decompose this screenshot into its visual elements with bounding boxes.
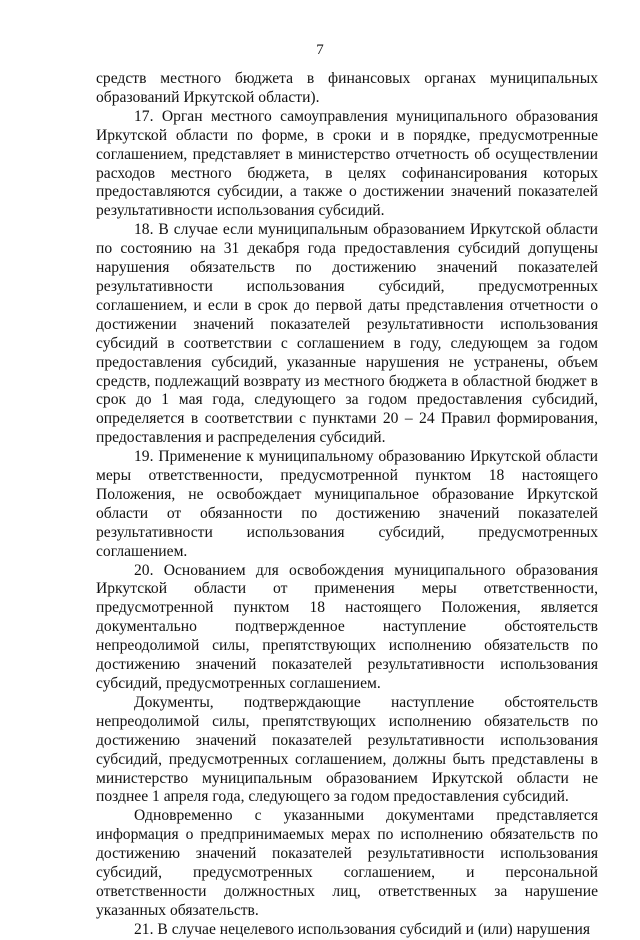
paragraph-17: 17. Орган местного самоуправления муниципального образования Иркутской области по форме, в сроки и в порядке, предусмотренные соглашением, представляет в министерство отчетность об осуществлении расходов местного бюджета, в целях софинансирования которых предоставляются субсидии, а также о достижении значений показателей результативности использования субсидий. <box>96 107 598 220</box>
paragraph-20-documents: Документы, подтверждающие наступление обстоятельств непреодолимой силы, препятствующих исполнению обязательств по достижению значений показателей результативности использования субсидий, предусмотренных соглашением, должны быть представлены в министерство муниципальным образованием Иркутской области не позднее 1 апреля года, следующего за годом предоставления субсидий. <box>96 693 598 806</box>
paragraph-20-information: Одновременно с указанными документами представляется информация о предпринимаемых мерах по исполнению обязательств по достижению значений показателей результативности использования субсидий, предусмотренных соглашением, и персональной ответственности должностных лиц, ответственных за нарушение указанных обязательств. <box>96 807 598 919</box>
paragraph-20: 20. Основанием для освобождения муниципального образования Иркутской области от применения меры ответственности, предусмотренной пунктом 18 настоящего Положения, является документально подтвержденное наступление обстоятельств непреодолимой силы, препятствующих исполнению обязательств по достижению значений показателей результативности использования субсидий, предусмотренных соглашением. <box>96 561 598 692</box>
document-body <box>96 70 598 940</box>
paragraph-21: 21. В случае нецелевого использования субсидий и (или) нарушения <box>134 920 591 938</box>
paragraph-19: 19. Применение к муниципальному образованию Иркутской области меры ответственности, предусмотренной пунктом 18 настоящего Положения, не освобождает муниципальное образование Иркутской области от обязанности по достижению значений показателей результативности использования субсидий, предусмотренных соглашением. <box>96 448 598 560</box>
paragraph-continuation: средств местного бюджета в финансовых органах муниципальных образований Иркутской области). <box>96 70 598 106</box>
page-number: 7 <box>316 42 324 58</box>
paragraph-18: 18. В случае если муниципальным образованием Иркутской области по состоянию на 31 декабря года предоставления субсидий допущены нарушения обязательств по достижению значений показателей результативности использования субсидий, предусмотренных соглашением, и если в срок до первой даты представления отчетности о достижении значений показателей результативности использования субсидий в соответствии с соглашением в году, следующем за годом предоставления субсидий, указанные нарушения не устранены, объем средств, подлежащий возврату из местного бюджета в областной бюджет в срок до 1 мая года, следующего за годом предоставления субсидий, определяется в соответствии с пунктами 20 – 24 Правил формирования, предоставления и распределения субсидий. <box>96 221 598 447</box>
